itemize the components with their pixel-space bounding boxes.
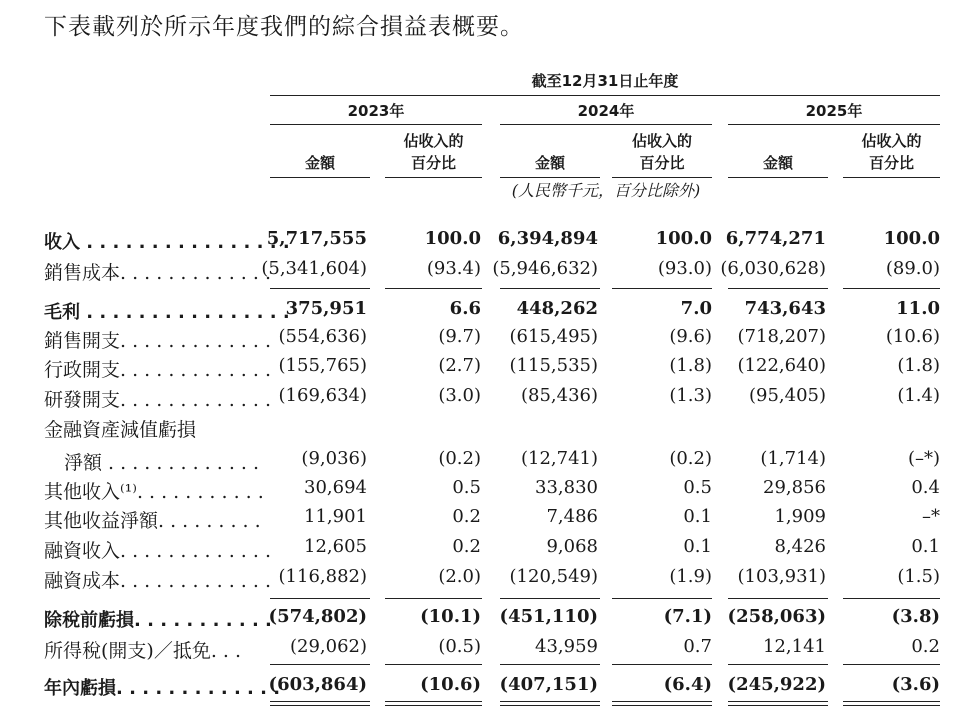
cell-pct-2023: (3.0) <box>438 385 481 406</box>
cell-pct-2024: (93.0) <box>657 258 712 279</box>
pct-header-2023-l2: 百分比 <box>410 154 456 172</box>
rule-after-cost <box>612 288 712 289</box>
year-2023-rule <box>270 124 482 125</box>
table-row <box>0 385 960 415</box>
rule-after-finance-cost <box>500 598 600 599</box>
cell-pct-2023: (93.4) <box>426 258 481 279</box>
cell-pct-2024: (9.6) <box>669 326 712 347</box>
cell-amount-2023: 11,901 <box>304 506 367 527</box>
cell-pct-2024: (1.9) <box>669 566 712 587</box>
rule-after-tax <box>728 664 828 665</box>
cell-pct-2023: 100.0 <box>424 228 481 249</box>
cell-amount-2025: 29,856 <box>763 477 826 498</box>
amount-header-2024: 金額 <box>534 154 565 172</box>
rule-after-cost <box>843 288 940 289</box>
cell-pct-2024: (6.4) <box>663 674 712 695</box>
cell-amount-2023: (169,634) <box>278 385 367 406</box>
period-header: 截至12月31日止年度 <box>531 72 679 90</box>
rule-after-tax <box>843 664 940 665</box>
cell-amount-2025: (6,030,628) <box>720 258 826 279</box>
rule-after-tax <box>270 664 370 665</box>
cell-pct-2023: 6.6 <box>449 298 481 319</box>
cell-pct-2024: (1.3) <box>669 385 712 406</box>
rule-after-tax <box>500 664 600 665</box>
pct-header-2023-l1: 佔收入的 <box>403 132 464 150</box>
double-rule-total <box>500 701 600 706</box>
cell-pct-2025: (3.8) <box>891 606 940 627</box>
pct-header-2024-l2: 百分比 <box>639 154 685 172</box>
cell-pct-2025: (3.6) <box>891 674 940 695</box>
cell-amount-2024: 43,959 <box>535 636 598 657</box>
cell-pct-2025: –* <box>922 506 940 527</box>
table-row <box>0 228 960 258</box>
rule-after-cost <box>270 288 370 289</box>
cell-amount-2024: (407,151) <box>499 674 598 695</box>
year-2024: 2024年 <box>577 102 635 120</box>
cell-amount-2025: (122,640) <box>737 355 826 376</box>
rule-after-finance-cost <box>728 598 828 599</box>
cell-pct-2025: 0.1 <box>911 536 940 557</box>
cell-pct-2023: (10.1) <box>420 606 481 627</box>
cell-pct-2024: 0.1 <box>683 506 712 527</box>
cell-amount-2024: 9,068 <box>546 536 598 557</box>
row-label: 融資收入. . . . . . . . . . . . . <box>44 540 271 562</box>
cell-pct-2025: (1.5) <box>897 566 940 587</box>
table-row <box>0 326 960 356</box>
double-rule-total <box>270 701 370 706</box>
table-row <box>0 536 960 566</box>
cell-amount-2025: (718,207) <box>737 326 826 347</box>
table-row <box>0 674 960 704</box>
cell-pct-2025: (1.8) <box>897 355 940 376</box>
row-label: 收入 . . . . . . . . . . . . . . . . <box>44 232 290 253</box>
pct-header-2024-l1: 佔收入的 <box>631 132 692 150</box>
cell-amount-2023: (574,802) <box>268 606 367 627</box>
year-2025: 2025年 <box>805 102 863 120</box>
rule-after-finance-cost <box>843 598 940 599</box>
cell-pct-2023: (2.0) <box>438 566 481 587</box>
rule-after-finance-cost <box>270 598 370 599</box>
cell-amount-2023: 30,694 <box>304 477 367 498</box>
table-row <box>0 298 960 328</box>
row-label: 銷售成本. . . . . . . . . . . . . <box>44 262 271 284</box>
subheader-rule-5 <box>728 177 828 178</box>
cell-amount-2023: (603,864) <box>268 674 367 695</box>
cell-amount-2024: 7,486 <box>546 506 598 527</box>
rule-after-finance-cost <box>385 598 482 599</box>
cell-pct-2025: (–*) <box>907 448 940 469</box>
intro-text: 下表載列於所示年度我們的綜合損益表概要。 <box>44 14 524 40</box>
subheader-rule-2 <box>385 177 482 178</box>
cell-amount-2024: (451,110) <box>499 606 598 627</box>
cell-amount-2025: (1,714) <box>760 448 826 469</box>
row-label: 淨額 . . . . . . . . . . . . . <box>64 452 260 474</box>
cell-pct-2023: (0.5) <box>438 636 481 657</box>
table-row <box>0 258 960 288</box>
table-row <box>0 636 960 666</box>
table-row <box>0 477 960 507</box>
row-label: 金融資產減值虧損 <box>44 419 197 441</box>
cell-pct-2023: 0.5 <box>452 477 481 498</box>
cell-amount-2024: 6,394,894 <box>497 228 598 249</box>
cell-amount-2023: (554,636) <box>278 326 367 347</box>
rule-after-cost <box>500 288 600 289</box>
year-2024-rule <box>500 124 712 125</box>
row-label: 所得稅(開支)／抵免. . . <box>44 640 242 662</box>
cell-pct-2025: 11.0 <box>896 298 940 319</box>
cell-pct-2024: (0.2) <box>669 448 712 469</box>
cell-pct-2025: 0.2 <box>911 636 940 657</box>
year-2023: 2023年 <box>347 102 405 120</box>
cell-amount-2025: (95,405) <box>748 385 826 406</box>
cell-amount-2025: (103,931) <box>737 566 826 587</box>
double-rule-total <box>843 701 940 706</box>
cell-amount-2024: (5,946,632) <box>492 258 598 279</box>
table-row <box>0 415 960 445</box>
unit-note: (人民幣千元，百分比除外) <box>511 181 701 200</box>
cell-amount-2023: 12,605 <box>304 536 367 557</box>
cell-amount-2025: 12,141 <box>763 636 826 657</box>
cell-pct-2023: 0.2 <box>452 506 481 527</box>
cell-amount-2023: (116,882) <box>278 566 367 587</box>
cell-pct-2025: (1.4) <box>897 385 940 406</box>
cell-pct-2025: (89.0) <box>885 258 940 279</box>
table-row <box>0 448 960 478</box>
rule-after-tax <box>385 664 482 665</box>
table-row <box>0 506 960 536</box>
cell-pct-2025: (10.6) <box>885 326 940 347</box>
cell-amount-2025: 1,909 <box>774 506 826 527</box>
cell-amount-2023: 5,717,555 <box>266 228 367 249</box>
cell-amount-2024: (115,535) <box>509 355 598 376</box>
row-label: 其他收益淨額. . . . . . . . . <box>44 510 261 532</box>
cell-pct-2024: 0.1 <box>683 536 712 557</box>
cell-pct-2024: (7.1) <box>663 606 712 627</box>
subheader-rule-6 <box>843 177 940 178</box>
subheader-rule-1 <box>270 177 370 178</box>
cell-pct-2023: 0.2 <box>452 536 481 557</box>
rule-after-finance-cost <box>612 598 712 599</box>
double-rule-total <box>612 701 712 706</box>
cell-pct-2023: (9.7) <box>438 326 481 347</box>
cell-amount-2025: 6,774,271 <box>725 228 826 249</box>
cell-pct-2024: 100.0 <box>655 228 712 249</box>
amount-header-2025: 金額 <box>762 154 793 172</box>
rule-after-cost <box>385 288 482 289</box>
cell-amount-2023: 375,951 <box>285 298 367 319</box>
cell-amount-2025: (245,922) <box>727 674 826 695</box>
cell-pct-2023: (2.7) <box>438 355 481 376</box>
pct-header-2025-l1: 佔收入的 <box>861 132 922 150</box>
period-header-rule <box>270 95 940 96</box>
row-label: 其他收入⁽¹⁾. . . . . . . . . . . <box>44 481 264 503</box>
row-label: 毛利 . . . . . . . . . . . . . . . . <box>44 302 290 323</box>
cell-pct-2024: (1.8) <box>669 355 712 376</box>
row-label: 行政開支. . . . . . . . . . . . . <box>44 359 271 381</box>
table-row <box>0 606 960 636</box>
row-label: 融資成本. . . . . . . . . . . . . <box>44 570 271 592</box>
cell-pct-2025: 0.4 <box>911 477 940 498</box>
cell-amount-2024: (12,741) <box>520 448 598 469</box>
double-rule-total <box>728 701 828 706</box>
row-label: 除稅前虧損. . . . . . . . . . . <box>44 610 272 631</box>
table-row <box>0 566 960 596</box>
cell-amount-2025: (258,063) <box>727 606 826 627</box>
cell-amount-2023: (9,036) <box>301 448 367 469</box>
cell-amount-2024: (615,495) <box>509 326 598 347</box>
double-rule-total <box>385 701 482 706</box>
row-label: 銷售開支. . . . . . . . . . . . . <box>44 330 271 352</box>
cell-amount-2024: 448,262 <box>516 298 598 319</box>
amount-header-2023: 金額 <box>304 154 335 172</box>
cell-amount-2023: (29,062) <box>289 636 367 657</box>
pct-header-2025-l2: 百分比 <box>868 154 914 172</box>
cell-amount-2025: 743,643 <box>744 298 826 319</box>
cell-amount-2025: 8,426 <box>774 536 826 557</box>
cell-amount-2024: (85,436) <box>520 385 598 406</box>
cell-amount-2024: 33,830 <box>535 477 598 498</box>
cell-pct-2025: 100.0 <box>883 228 940 249</box>
cell-amount-2024: (120,549) <box>509 566 598 587</box>
row-label: 年內虧損. . . . . . . . . . . . . <box>44 678 281 699</box>
rule-after-cost <box>728 288 828 289</box>
cell-pct-2024: 0.5 <box>683 477 712 498</box>
table-row <box>0 355 960 385</box>
cell-pct-2024: 0.7 <box>683 636 712 657</box>
cell-amount-2023: (5,341,604) <box>261 258 367 279</box>
cell-pct-2023: (10.6) <box>420 674 481 695</box>
row-label: 研發開支. . . . . . . . . . . . . <box>44 389 271 411</box>
cell-pct-2024: 7.0 <box>680 298 712 319</box>
cell-amount-2023: (155,765) <box>278 355 367 376</box>
year-2025-rule <box>728 124 940 125</box>
cell-pct-2023: (0.2) <box>438 448 481 469</box>
rule-after-tax <box>612 664 712 665</box>
